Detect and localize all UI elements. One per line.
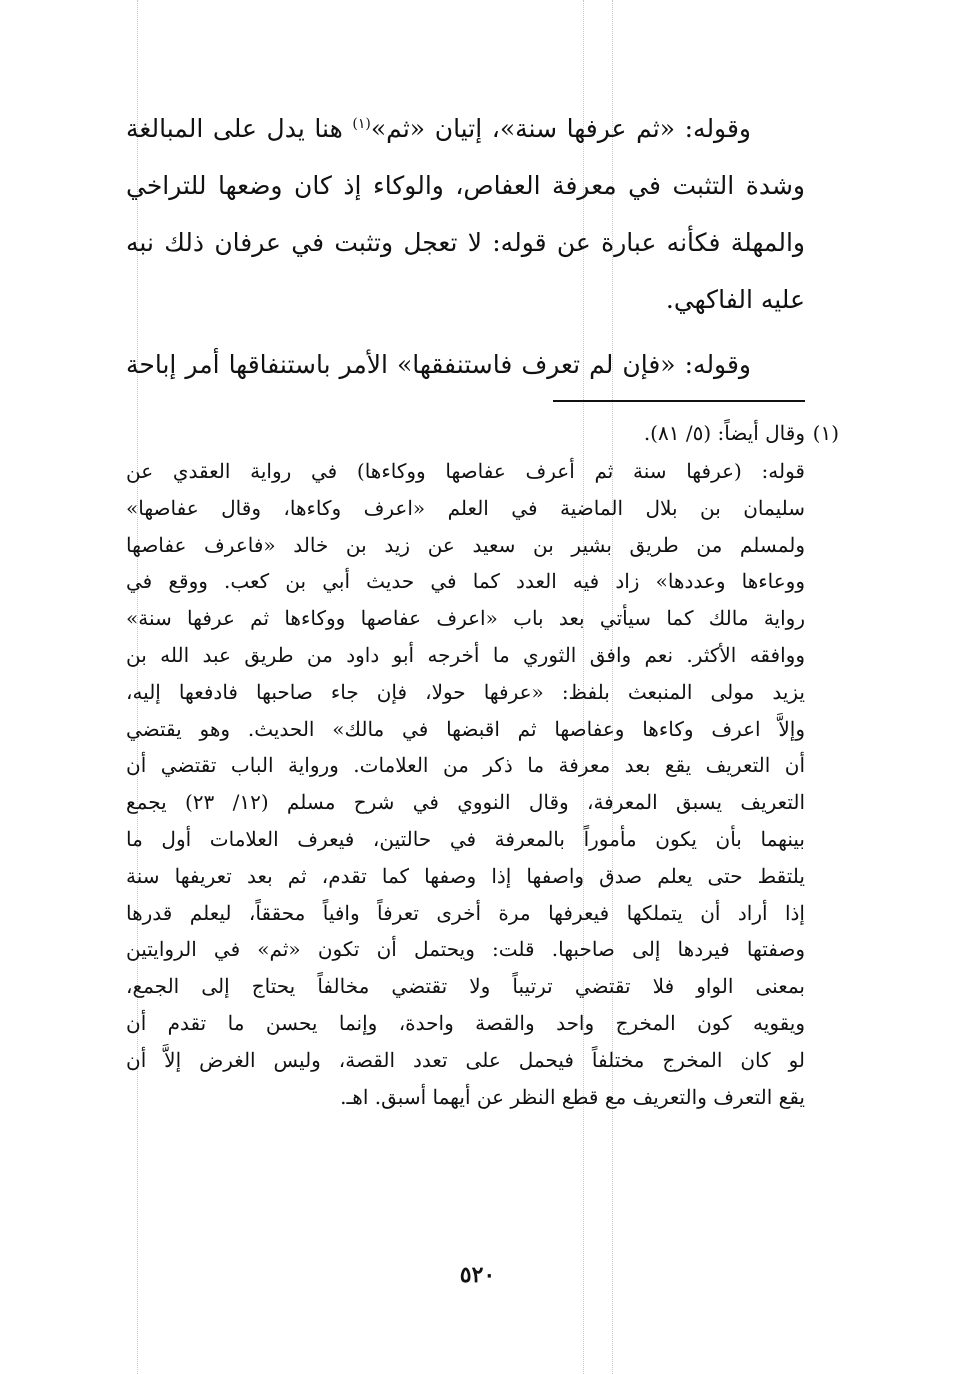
footnote-line: يزيد مولى المنبعث بلفظ: «عرفها حولا، فإن جاء صاحبها فادفعها إليه،	[126, 679, 805, 704]
footnote-line: بمعنى الواو فلا تقتضي ترتيباً ولا تقتضي مخالفاً يحتاج إلى الجمع،	[126, 974, 805, 999]
footnote-separator	[553, 400, 805, 402]
footnote-line: إذا أراد أن يتملكها فيعرفها مرة أخرى تعرفاً وافياً محققاً، ليعلم قدرها	[126, 900, 805, 925]
footnote-line: وصفتها فيردها إلى صاحبها. قلت: ويحتمل أن تكون «ثم» في الروايتين	[126, 937, 805, 962]
main-text-line	[126, 100, 805, 157]
footnote-line: ويقويه كون المخرج واحد والقصة واحدة، وإنما يحسن ما تقدم أن	[126, 1010, 805, 1035]
footnote-number: (١)	[812, 421, 839, 445]
footnote-line: رواية مالك كما سيأتي بعد باب «اعرف عفاصها ووكاءها ثم عرفها سنة»	[126, 606, 805, 631]
main-text-line: والمهلة فكأنه عبارة عن قوله: لا تعجل وتثبت في عرفان ذلك نبه	[126, 228, 805, 257]
footnote-heading-text: وقال أيضاً: (٥/ ٨١).	[643, 421, 805, 445]
footnote-line: سليمان بن بلال الماضية في العلم «اعرف وكاءها، وقال عفاصها»	[126, 495, 805, 520]
main-text	[126, 100, 805, 393]
main-text-line: عليه الفاكهي.	[665, 285, 805, 314]
footnote-line: ولمسلم من طريق بشير بن سعيد عن زيد بن خالد «فاعرف عفاصها	[126, 532, 805, 557]
footnote-line: ووعاءها وعددها» زاد فيه العدد كما في حديث أبي بن كعب. ووقع في	[126, 569, 805, 594]
footnote-heading	[126, 413, 839, 453]
main-text-line: وشدة التثبت في معرفة العفاص، والوكاء إذ كان وضعها للتراخي	[126, 171, 805, 200]
page-number: ٥٢٠	[459, 1262, 496, 1288]
footnote-line: يلتقط حتى يعلم صدق واصفها إذا وصفها كما تقدم، ثم بعد تعريفها سنة	[126, 863, 805, 888]
main-text-line-segment: وقوله: «ثم عرفها سنة»، إتيان «ثم»	[370, 114, 751, 143]
footnote-line: أن التعريف يقع بعد معرفة ما ذكر من العلامات. ورواية الباب تقتضي أن	[126, 753, 805, 778]
main-text-line-segment: هنا يدل على المبالغة	[126, 114, 353, 143]
footnote-line: التعريف يسبق المعرفة، وقال النووي في شرح مسلم (١٢/ ٢٣) يجمع	[126, 790, 805, 815]
footnote	[126, 413, 839, 1115]
footnote-line: بينهما بأن يكون مأموراً بالمعرفة في حالتين، فيعرف العلامات أول ما	[126, 826, 805, 851]
footnote-line: قوله: (عرفها سنة ثم أعرف عفاصها ووكاءها) في رواية العقدي عن	[126, 459, 805, 483]
footnote-line: ووافقه الأكثر. نعم وافق الثوري ما أخرجه أبو داود من طريق عبد الله بن	[126, 642, 805, 667]
footnote-line: لو كان المخرج مختلفاً فيحمل على تعدد القصة، وليس الغرض إلاَّ أن	[126, 1047, 805, 1072]
main-text-line: وقوله: «فإن لم تعرف فاستنفقها» الأمر باستنفاقها أمر إباحة	[126, 350, 751, 379]
footnote-line: يقع التعرف والتعريف مع قطع النظر عن أيهما أسبق. اهـ.	[340, 1084, 805, 1109]
footnote-reference: (١)	[352, 116, 371, 132]
footnote-line: وإلاَّ اعرف وكاءها وعفاصها ثم اقبضها في مالك» الحديث. وهو يقتضي	[126, 716, 805, 741]
